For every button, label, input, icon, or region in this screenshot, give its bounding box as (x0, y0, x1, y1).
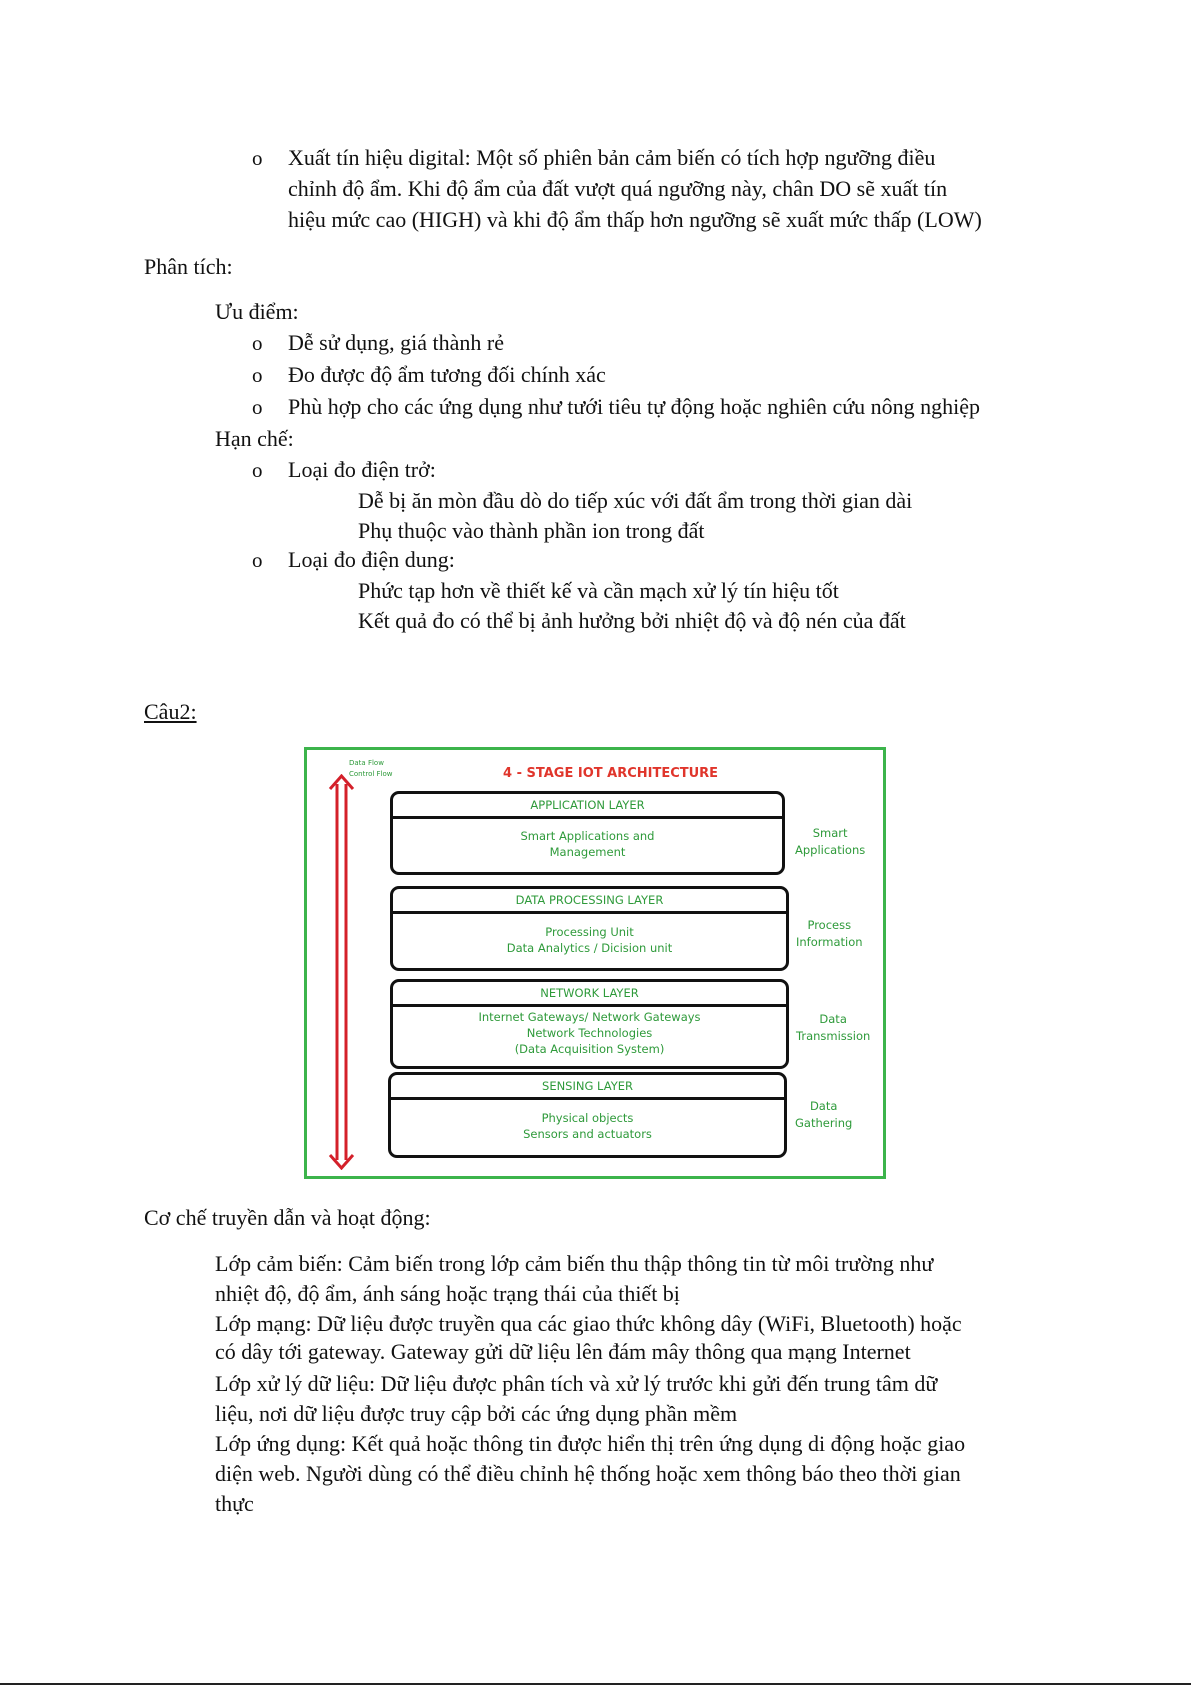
capacitive-label: Loại đo điện dung: (288, 547, 455, 572)
advantage-item: Phù hợp cho các ứng dụng như tưới tiêu tự động hoặc nghiên cứu nông nghiệp (288, 394, 981, 419)
layer-side-label (796, 917, 863, 951)
layer-side-label (795, 1098, 852, 1132)
layer-line: Processing Unit (545, 925, 634, 939)
side-line: Data (809, 1099, 838, 1113)
layer-line: Data Analytics / Dicision unit (506, 941, 673, 955)
mechanism-item-line: nhiệt độ, độ ẩm, ánh sáng hoặc trạng thái của thiết bị (215, 1281, 680, 1306)
layer-line: Network Technologies (526, 1026, 653, 1040)
layer-line: Management (549, 845, 626, 859)
question-2-label: Câu2: (144, 699, 197, 724)
side-line: Smart (812, 826, 848, 840)
flow-arrow-icon (327, 774, 357, 1170)
side-line: Applications (795, 843, 866, 857)
side-line: Gathering (795, 1116, 853, 1130)
intro-line-2: chỉnh độ ẩm. Khi độ ẩm của đất vượt quá ngưỡng này, chân DO sẽ xuất tín (288, 176, 948, 201)
side-line: Transmission (796, 1029, 871, 1043)
mechanism-item-line: thực (215, 1491, 254, 1516)
list-marker: o (252, 331, 263, 355)
mechanism-item-line: Lớp ứng dụng: Kết quả hoặc thông tin được hiển thị trên ứng dụng di động hoặc giao (215, 1431, 966, 1456)
side-line: Information (796, 935, 863, 949)
iot-architecture-diagram (304, 747, 886, 1179)
layer-title: DATA PROCESSING LAYER (393, 889, 786, 914)
resistive-label: Loại đo điện trở: (288, 457, 436, 482)
network-layer (390, 979, 789, 1069)
diagram-title: 4 - STAGE IOT ARCHITECTURE (503, 766, 719, 781)
legend-data-flow: Data Flow (349, 759, 384, 767)
advantage-item: Đo được độ ẩm tương đối chính xác (288, 362, 606, 387)
layer-description (393, 914, 786, 956)
layer-description (393, 819, 782, 860)
layer-line: Physical objects (541, 1111, 634, 1125)
intro-line-3: hiệu mức cao (HIGH) và khi độ ẩm thấp hơn ngưỡng sẽ xuất mức thấp (LOW) (288, 207, 982, 232)
list-marker: o (252, 458, 263, 482)
layer-description (393, 1007, 786, 1057)
layer-line: Smart Applications and (520, 829, 655, 843)
layer-side-label (795, 825, 865, 859)
mechanism-heading: Cơ chế truyền dẫn và hoạt động: (144, 1205, 431, 1230)
layer-description (391, 1100, 784, 1142)
mechanism-item-line: Lớp xử lý dữ liệu: Dữ liệu được phân tích và xử lý trước khi gửi đến trung tâm dữ (215, 1371, 938, 1396)
limitation-item: Phức tạp hơn về thiết kế và cần mạch xử lý tín hiệu tốt (358, 578, 839, 603)
list-marker: o (252, 548, 263, 572)
list-marker: o (252, 146, 263, 170)
layer-side-label (796, 1011, 870, 1045)
layer-line: Sensors and actuators (523, 1127, 652, 1141)
layer-title: APPLICATION LAYER (393, 794, 782, 819)
mechanism-item-line: có dây tới gateway. Gateway gửi dữ liệu lên đám mây thông qua mạng Internet (215, 1339, 911, 1364)
mechanism-item-line: liệu, nơi dữ liệu được truy cập bởi các ứng dụng phần mềm (215, 1401, 738, 1426)
intro-line-1: Xuất tín hiệu digital: Một số phiên bản cảm biến có tích hợp ngưỡng điều (288, 145, 936, 170)
sensing-layer (388, 1072, 787, 1158)
list-marker: o (252, 363, 263, 387)
limitation-item: Kết quả đo có thể bị ảnh hưởng bởi nhiệt độ và độ nén của đất (358, 608, 906, 633)
advantage-item: Dễ sử dụng, giá thành rẻ (288, 330, 504, 355)
mechanism-item-line: Lớp cảm biến: Cảm biến trong lớp cảm biến thu thập thông tin từ môi trường như (215, 1251, 934, 1276)
side-line: Process (807, 918, 852, 932)
advantages-label: Ưu điểm: (215, 299, 299, 324)
legend-control-flow: Control Flow (349, 770, 393, 778)
analysis-heading: Phân tích: (144, 254, 233, 279)
limitation-item: Phụ thuộc vào thành phần ion trong đất (358, 518, 705, 543)
application-layer (390, 791, 785, 875)
layer-title: NETWORK LAYER (393, 982, 786, 1007)
side-line: Data (819, 1012, 847, 1026)
data-processing-layer (390, 886, 789, 971)
mechanism-item-line: diện web. Người dùng có thể điều chỉnh hệ thống hoặc xem thông báo theo thời gian (215, 1461, 961, 1486)
layer-line: Internet Gateways/ Network Gateways (478, 1010, 701, 1024)
layer-title: SENSING LAYER (391, 1075, 784, 1100)
mechanism-item-line: Lớp mạng: Dữ liệu được truyền qua các giao thức không dây (WiFi, Bluetooth) hoặc (215, 1311, 962, 1336)
limitation-item: Dễ bị ăn mòn đầu dò do tiếp xúc với đất ẩm trong thời gian dài (358, 488, 913, 513)
layer-line: (Data Acquisition System) (514, 1042, 665, 1056)
limitations-label: Hạn chế: (215, 426, 294, 451)
list-marker: o (252, 395, 263, 419)
